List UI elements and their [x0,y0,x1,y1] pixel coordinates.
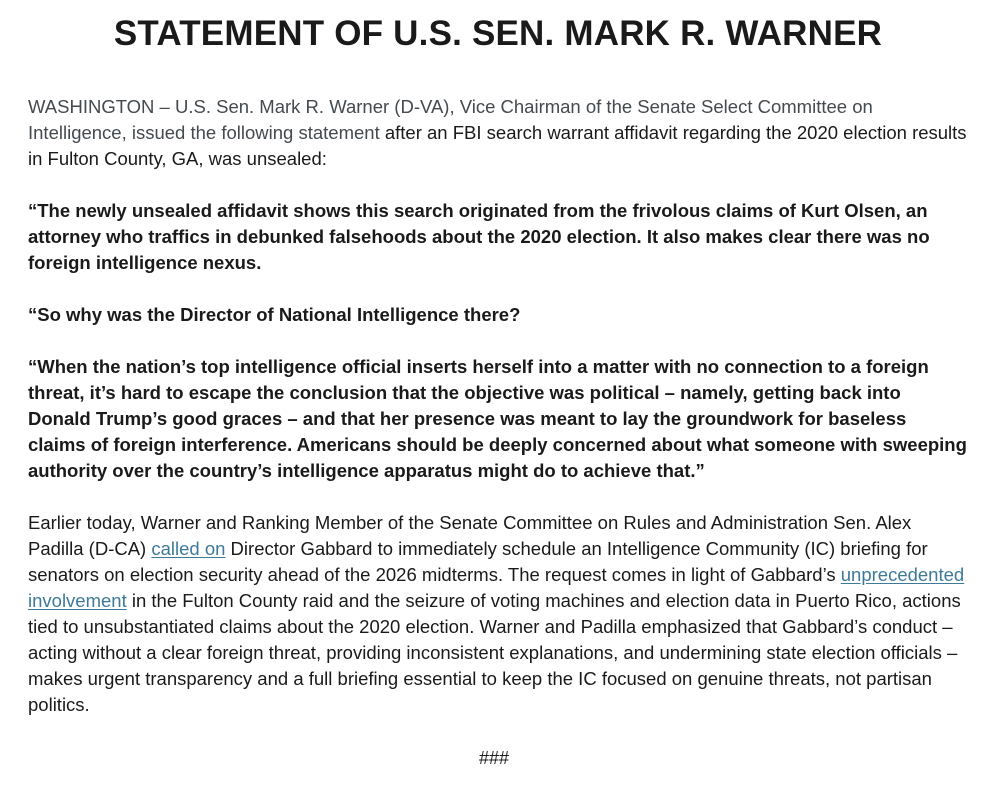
quote-paragraph-2: “So why was the Director of National Intelligence there? [28,304,521,325]
page-title: STATEMENT OF U.S. SEN. MARK R. WARNER [113,14,883,53]
unprecedented-involvement-link[interactable]: unprecedented involvement [28,564,965,611]
end-mark: ### [478,748,510,768]
closing-paragraph [28,510,968,718]
quote-paragraph-3: “When the nation’s top intelligence official inserts herself into a matter with no connection to a foreign threat, it’s hard to escape the conclusion that the objective was political – namely, getting back into Donald Trump’s good graces – and that her presence was meant to lay the groundwork for baseless claims of foreign interference. Americans should be deeply concerned about what someone with sweeping authority over the country’s intelligence apparatus might do to achieve that.” [28,356,967,481]
intro-lead-text: WASHINGTON – U.S. Sen. Mark R. Warner (D-VA), Vice Chairman of the Senate Select Committee on Intelligence, issued the following statement [28,96,873,143]
quote-paragraph-1: “The newly unsealed affidavit shows this search originated from the frivolous claims of Kurt Olsen, an attorney who traffics in debunked falsehoods about the 2020 election. It also makes clear there was no foreign intelligence nexus. [28,200,930,273]
intro-tail-text: after an FBI search warrant affidavit regarding the 2020 election results in Fulton County, GA, was unsealed: [28,122,967,169]
closing-text-1: Earlier today, Warner and Ranking Member of the Senate Committee on Rules and Administration Sen. Alex Padilla (D-CA) [28,512,912,559]
press-release [28,0,968,771]
closing-text-3: in the Fulton County raid and the seizure of voting machines and election data in Puerto Rico, actions tied to unsubstantiated claims about the 2020 election. Warner and Padilla emphasized that Gabbard’s conduct – acting without a clear foreign threat, providing inconsistent explanations, and undermining state election officials – makes urgent transparency and a full briefing essential to keep the IC focused on genuine threats, not partisan politics. [28,590,961,715]
closing-text-2: Director Gabbard to immediately schedule an Intelligence Community (IC) briefing for senators on election security ahead of the 2026 midterms. The request comes in light of Gabbard’s [28,538,928,585]
intro-paragraph [28,94,968,172]
called-on-link[interactable]: called on [151,538,226,559]
